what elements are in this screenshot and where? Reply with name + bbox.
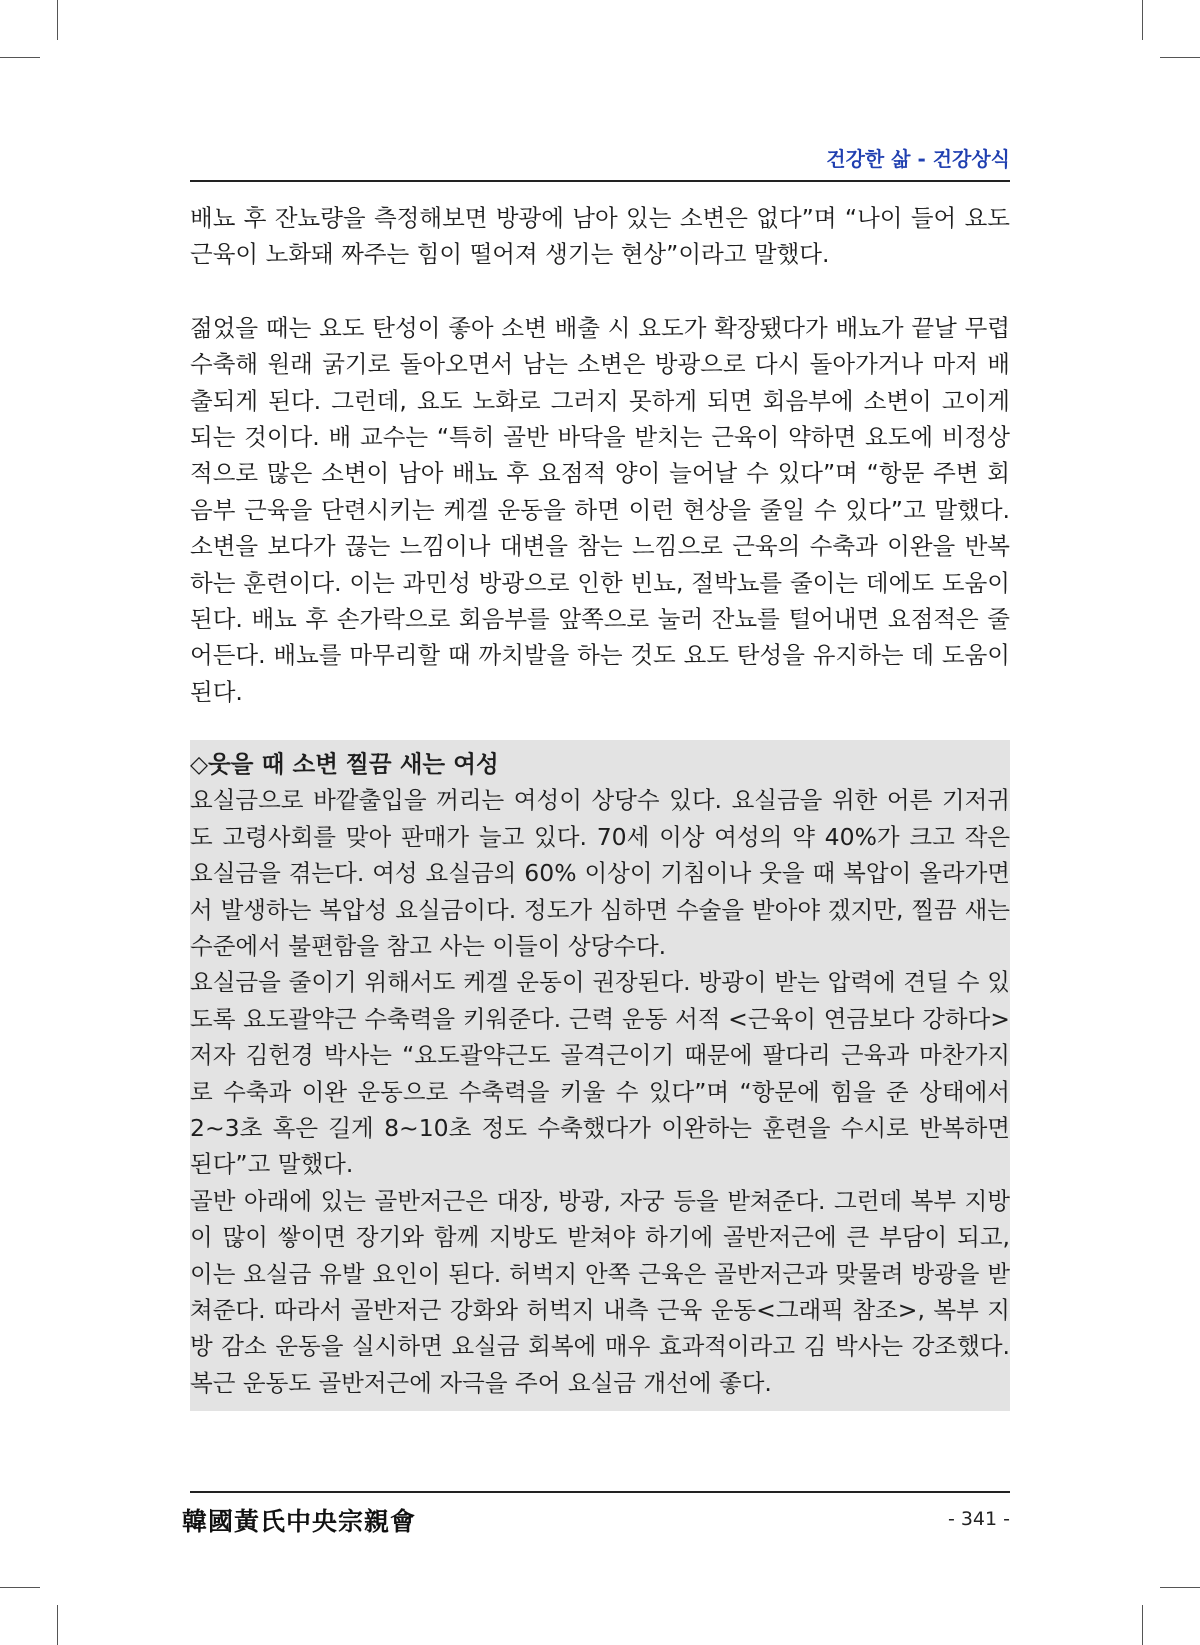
crop-mark xyxy=(0,57,40,58)
paragraph-gap xyxy=(190,273,1010,310)
crop-mark xyxy=(1160,57,1200,58)
paragraph: 배뇨 후 잔뇨량을 측정해보면 방광에 남아 있는 소변은 없다”며 “나이 들어 요도 근육이 노화돼 짜주는 힘이 떨어져 생기는 현상”이라고 말했다. xyxy=(190,204,1010,269)
paragraph: 젊었을 때는 요도 탄성이 좋아 소변 배출 시 요도가 확장됐다가 배뇨가 끝날 무렵 수축해 원래 굵기로 돌아오면서 남는 소변은 방광으로 다시 돌아가거나 마저 배출되게 된다. 그런데, 요도 노화로 그러지 못하게 되면 회음부에 소변이 고이게 되는 것이다. 배 교수는 “특히 골반 바닥을 받치는 근육이 약하면 요도에 비정상적으로 많은 소변이 남아 배뇨 후 요점적 양이 늘어날 수 있다”며 “항문 주변 회음부 근육을 단련시키는 케겔 운동을 하면 이런 현상을 줄일 수 있다”고 말했다. 소변을 보다가 끊는 느낌이나 대변을 참는 느낌으로 근육의 수축과 이완을 반복하는 훈련이다. 이는 과민성 방광으로 인한 빈뇨, 절박뇨를 줄이는 데에도 도움이 된다. 배뇨 후 손가락으로 회음부를 앞쪽으로 눌러 잔뇨를 털어내면 요점적은 줄어든다. 배뇨를 마무리할 때 까치발을 하는 것도 요도 탄성을 유지하는 데 도움이 된다. xyxy=(190,313,1010,706)
header-divider xyxy=(190,180,1010,182)
crop-mark xyxy=(0,1587,40,1588)
article-body xyxy=(190,200,1010,1411)
highlight-box xyxy=(190,740,1010,1411)
box-paragraph: 요실금으로 바깥출입을 꺼리는 여성이 상당수 있다. 요실금을 위한 어른 기저귀도 고령사회를 맞아 판매가 늘고 있다. 70세 이상 여성의 약 40%가 크고 작은 요실금을 겪는다. 여성 요실금의 60% 이상이 기침이나 웃을 때 복압이 올라가면서 발생하는 복압성 요실금이다. 정도가 심하면 수술을 받아야 겠지만, 찔끔 새는 수준에서 불편함을 참고 사는 이들이 상당수다. xyxy=(190,786,1010,960)
crop-mark xyxy=(1160,1587,1200,1588)
paragraph-gap xyxy=(190,710,1010,740)
box-paragraph: 요실금을 줄이기 위해서도 케겔 운동이 권장된다. 방광이 받는 압력에 견딜 수 있도록 요도괄약근 수축력을 키워준다. 근력 운동 서적 <근육이 연금보다 강하다> 저자 김헌경 박사는 “요도괄약근도 골격근이기 때문에 팔다리 근육과 마찬가지로 수축과 이완 운동으로 수축력을 키울 수 있다”며 “항문에 힘을 준 상태에서 2~3초 혹은 길게 8~10초 정도 수축했다가 이완하는 훈련을 수시로 반복하면 된다”고 말했다. xyxy=(190,968,1010,1179)
footer-divider xyxy=(190,1491,1010,1493)
section-title: 건강한 삶 - 건강상식 xyxy=(826,147,1010,171)
crop-mark xyxy=(57,1605,58,1645)
box-heading: ◇웃을 때 소변 찔끔 새는 여성 xyxy=(190,750,499,779)
crop-mark xyxy=(1142,0,1143,40)
box-paragraph: 골반 아래에 있는 골반저근은 대장, 방광, 자궁 등을 받쳐준다. 그런데 복부 지방이 많이 쌓이면 장기와 함께 지방도 받쳐야 하기에 골반저근에 큰 부담이 되고, 이는 요실금 유발 요인이 된다. 허벅지 안쪽 근육은 골반저근과 맞물려 방광을 받쳐준다. 따라서 골반저근 강화와 허벅지 내측 근육 운동<그래픽 참조>, 복부 지방 감소 운동을 실시하면 요실금 회복에 매우 효과적이라고 김 박사는 강조했다. 복근 운동도 골반저근에 자극을 주어 요실금 개선에 좋다. xyxy=(190,1186,1010,1397)
publisher-name: 韓國黃氏中央宗親會 xyxy=(182,1507,417,1536)
crop-mark xyxy=(57,0,58,40)
crop-mark xyxy=(1142,1605,1143,1645)
page-number: - 341 - xyxy=(947,1508,1010,1530)
